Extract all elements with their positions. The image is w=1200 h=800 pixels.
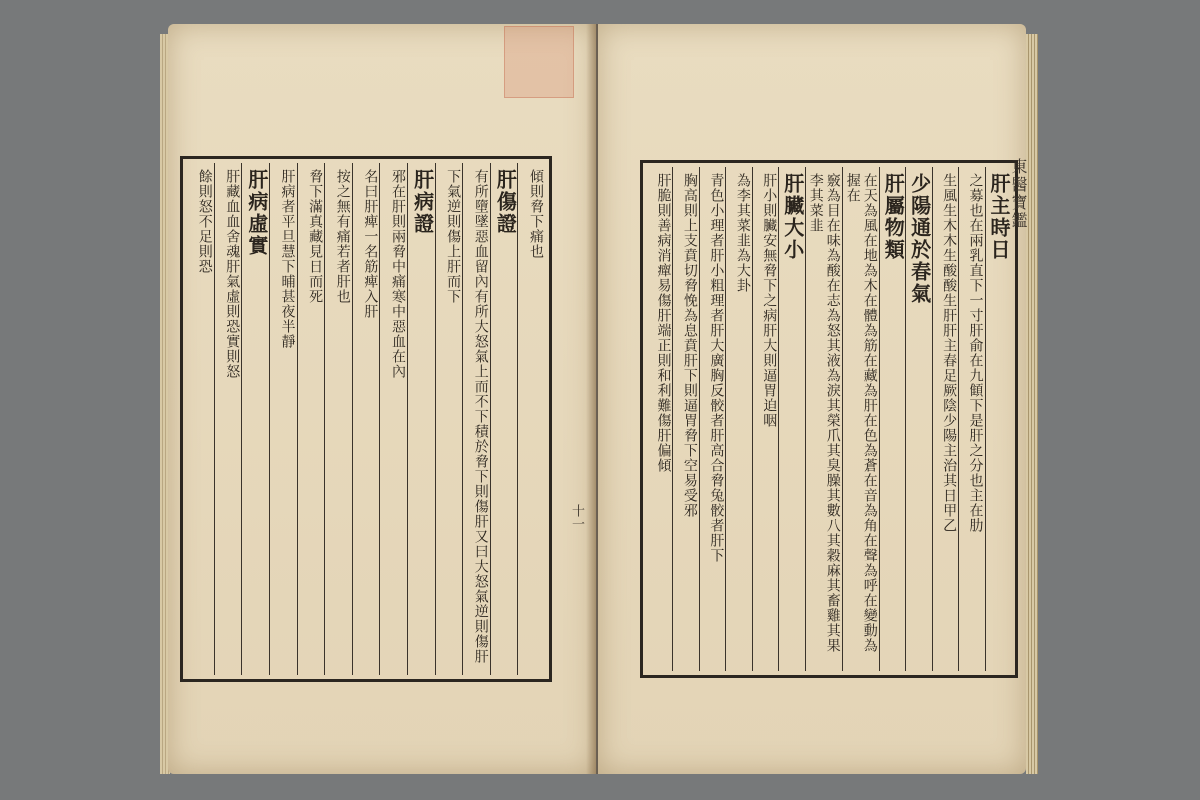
right-text-frame: [640, 160, 1018, 678]
section-heading: 肝臟大小: [778, 167, 804, 671]
text-column: 肝小則臟安無脅下之病肝大則逼胃迫咽: [752, 167, 778, 671]
left-text-columns: [187, 163, 545, 675]
left-page: [168, 24, 596, 774]
text-column: 竅為目在味為酸在志為怒其液為淚其榮爪其臭臊其數八其穀麻其畜雞其果李其菜韭: [805, 167, 842, 671]
section-heading: 肝主時日: [985, 167, 1011, 671]
text-column: 胸高則上支賁切脅悗為息賁肝下則逼胃脅下空易受邪: [672, 167, 698, 671]
section-heading: 肝病虛實: [241, 163, 269, 675]
text-column: 肝脆則善病消癉易傷肝端正則和利難傷肝偏傾: [655, 173, 672, 473]
text-column: 脅下滿真藏見日而死: [297, 163, 325, 675]
section-heading: 肝傷證: [490, 163, 518, 675]
text-column: 肝病者平旦慧下晡甚夜半靜: [269, 163, 297, 675]
text-column: 餘則怒不足則恐: [196, 169, 213, 274]
text-column: 生風生木木生酸酸生肝肝主春足厥陰少陽主治其日甲乙: [932, 167, 958, 671]
text-column: 之募也在兩乳直下一寸肝俞在九顀下是肝之分也主在肋: [958, 167, 984, 671]
text-column: 肝藏血血舍魂肝氣虛則恐實則怒: [214, 163, 242, 675]
margin-book-title: 東醫寶鑑: [1009, 158, 1028, 230]
text-column: 下氣逆則傷上肝而下: [435, 163, 463, 675]
right-page: [598, 24, 1026, 774]
text-column: 有所墮墜惡血留內有所大怒氣上而不下積於脅下則傷肝又曰大怒氣逆則傷肝: [462, 163, 490, 675]
text-column: 名曰肝痺一名筋痺入肝: [352, 163, 380, 675]
page-number: 十一: [569, 504, 584, 530]
page-edges-right: [1026, 34, 1038, 774]
text-column: 為李其菜韭為大卦: [725, 167, 751, 671]
right-text-columns: [647, 167, 1011, 671]
left-text-frame: [180, 156, 552, 682]
section-heading: 少陽通於春氣: [905, 167, 931, 671]
text-column: 青色小理者肝小粗理者肝大廣胸反骹者肝高合脅兔骹者肝下: [699, 167, 725, 671]
library-seal-stamp: [504, 26, 574, 98]
text-column: 按之無有痛若者肝也: [324, 163, 352, 675]
section-heading: 肝病證: [407, 163, 435, 675]
text-column: 傾則脅下痛也: [517, 163, 545, 675]
text-column: 邪在肝則兩脅中痛寒中惡血在內: [379, 163, 407, 675]
section-heading: 肝屬物類: [879, 167, 905, 671]
text-column: 在天為風在地為木在體為筋在藏為肝在色為蒼在音為角在聲為呼在變動為握在: [842, 167, 879, 671]
open-book: [168, 24, 1028, 780]
